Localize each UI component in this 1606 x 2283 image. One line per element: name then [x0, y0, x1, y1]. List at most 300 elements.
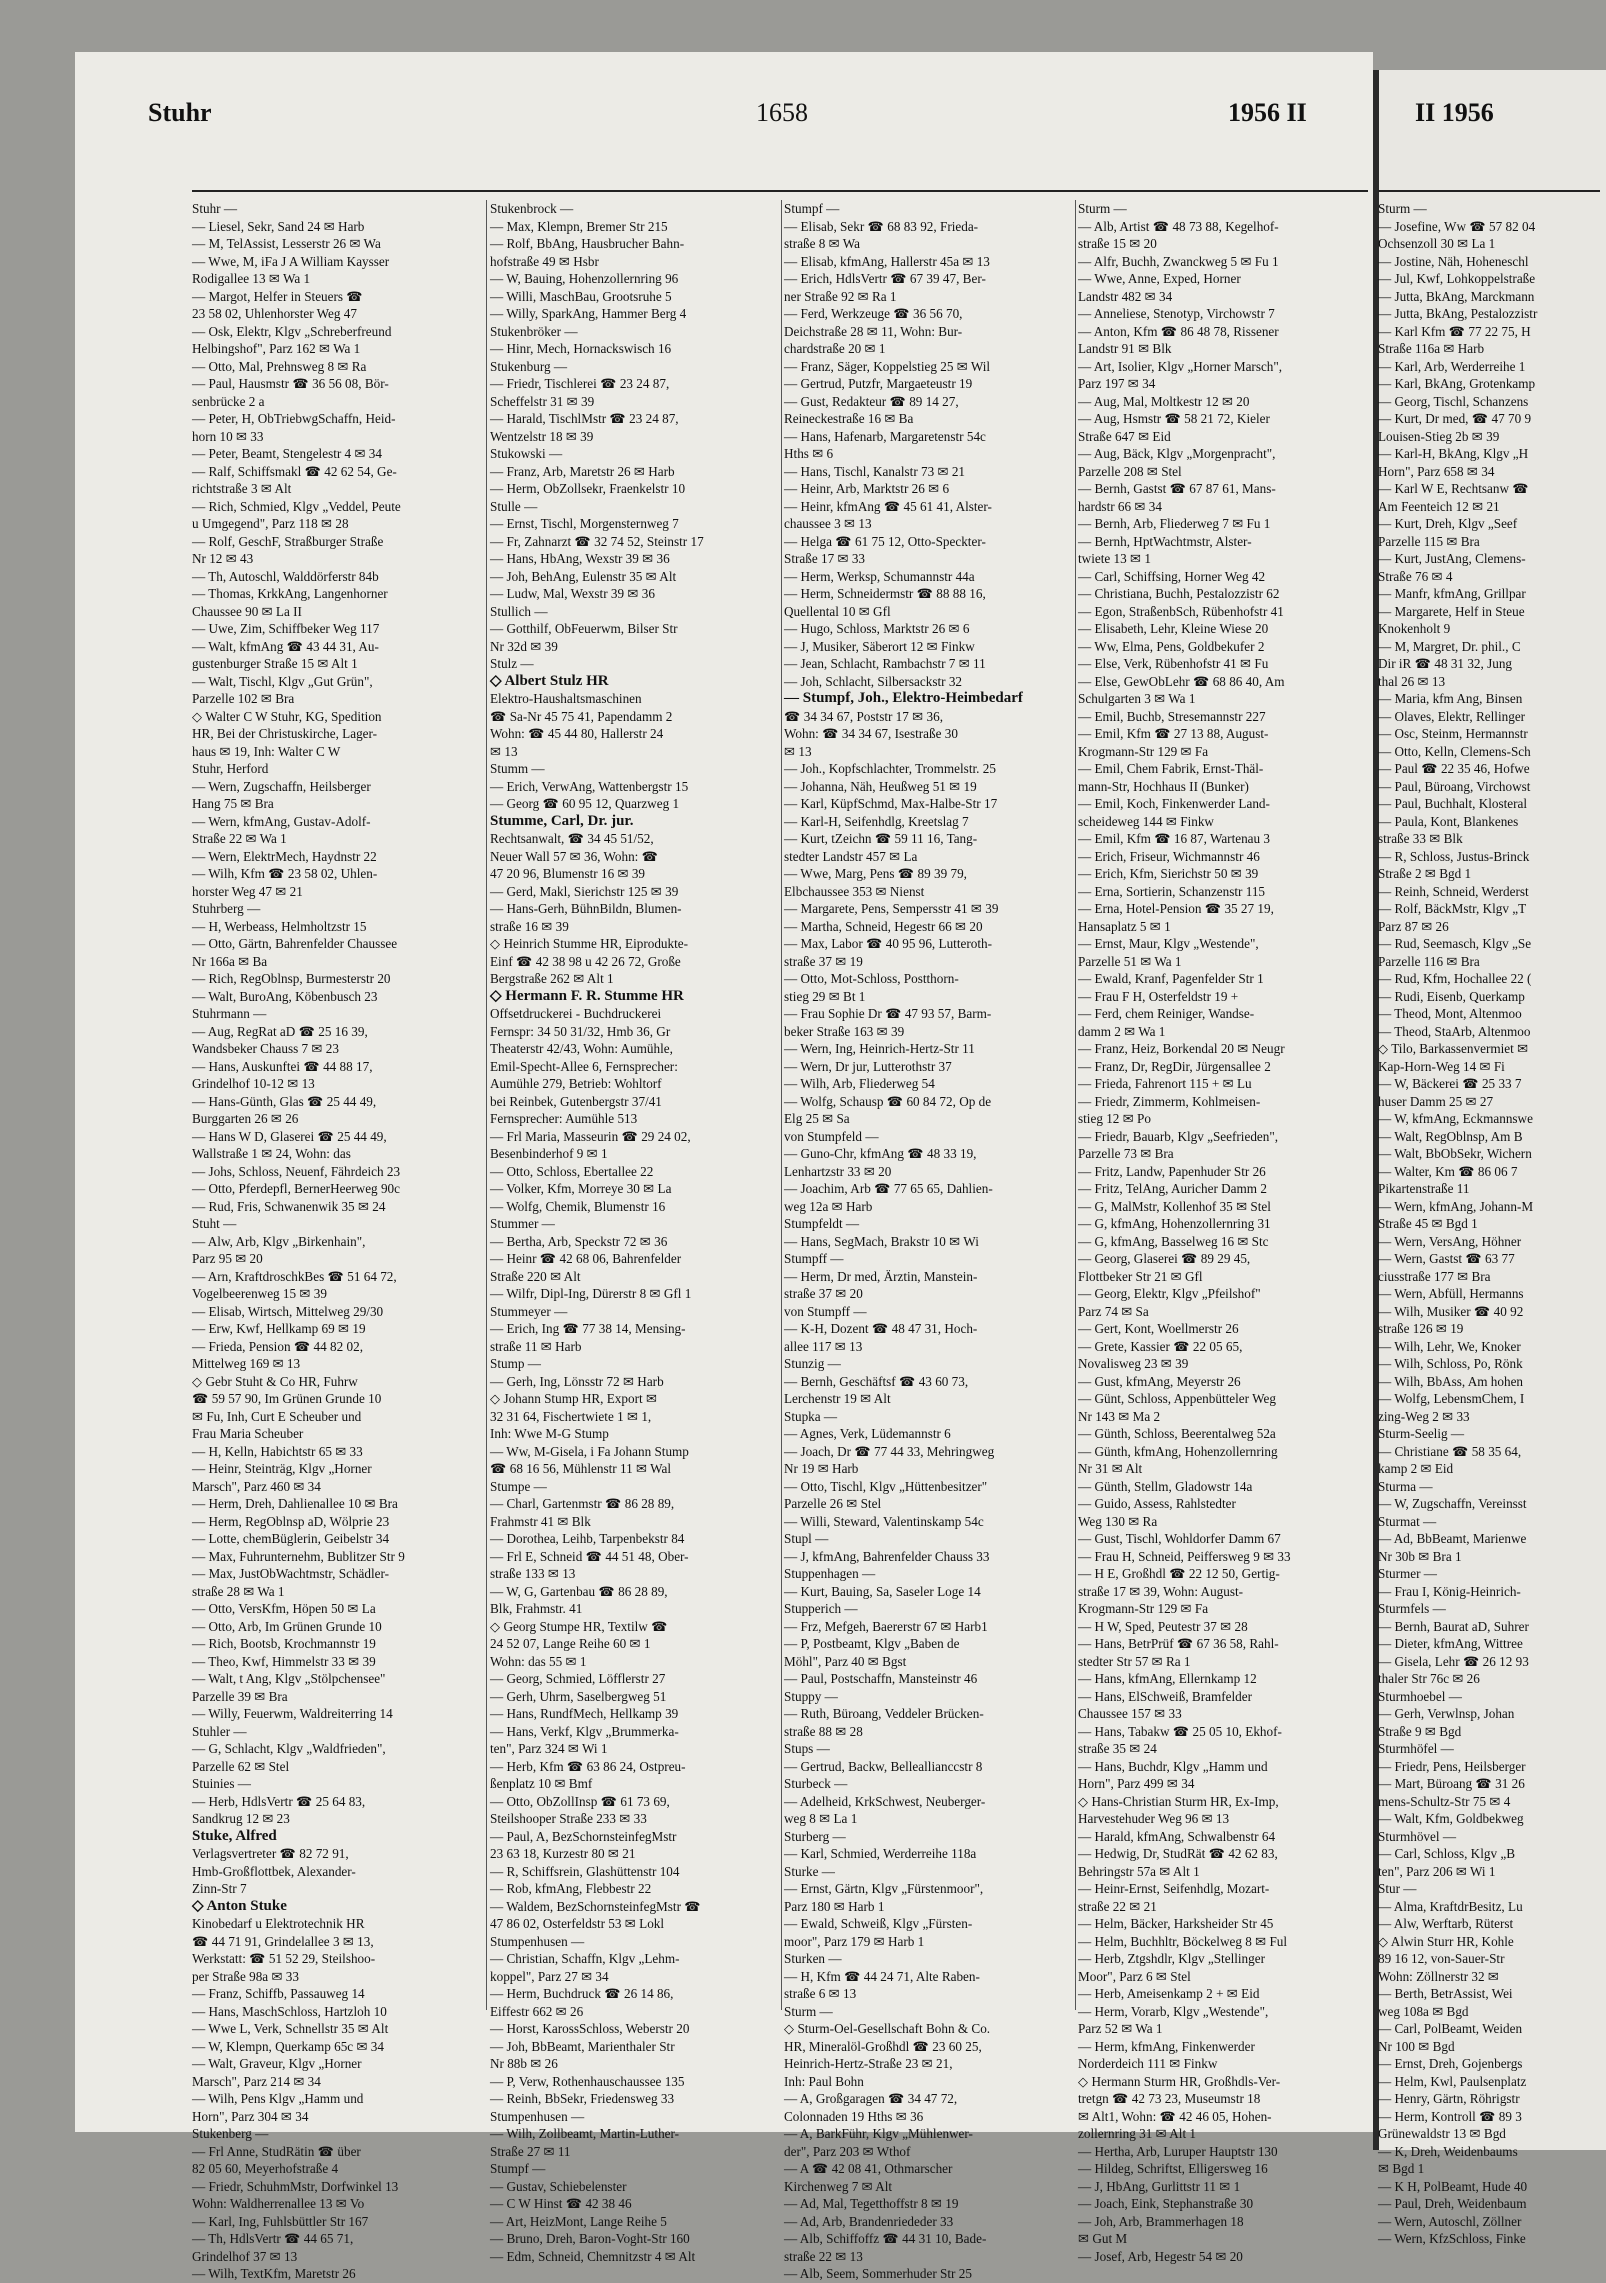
directory-entry-line: Sturmat —: [1378, 1513, 1437, 1529]
directory-entry-line: — Theo, Kwf, Himmelstr 33 ✉ 39: [192, 1653, 376, 1669]
directory-entry-line: Theaterstr 42/43, Wohn: Aumühle,: [490, 1041, 673, 1056]
directory-entry-line: Knokenholt 9: [1378, 621, 1451, 636]
directory-entry-line: Stukenberg —: [192, 2126, 269, 2141]
directory-entry-line: ◇ Anton Stuke: [192, 1897, 287, 1914]
directory-entry-line: ◇ Gebr Stuht & Co HR, Fuhrw: [192, 1373, 358, 1389]
directory-entry-line: — Kurt, Bauing, Sa, Saseler Loge 14: [784, 1583, 981, 1599]
directory-entry-line: Hmb-Großflottbek, Alexander-: [192, 1863, 356, 1879]
directory-entry-line: Stur —: [1378, 1881, 1417, 1896]
directory-entry-line: Straße 17 ✉ 33: [784, 551, 866, 566]
directory-entry-line: weg 8 ✉ La 1: [784, 1811, 858, 1826]
directory-entry-line: — Franz, Schiffb, Passauweg 14: [192, 1986, 365, 2001]
directory-entry-line: — Jutta, BkAng, Marckmann: [1378, 288, 1535, 304]
directory-entry-line: Sturken —: [784, 1951, 842, 1966]
directory-entry-line: — A, Großgaragen ☎ 34 47 72,: [784, 2091, 958, 2106]
directory-entry-line: — Th, HdlsVertr ☎ 44 65 71,: [192, 2231, 354, 2246]
directory-entry-line: Landstr 482 ✉ 34: [1078, 288, 1173, 304]
directory-entry-line: Stuhr, Herford: [192, 761, 269, 776]
directory-entry-line: — A ☎ 42 08 41, Othmarscher: [784, 2161, 953, 2176]
directory-entry-line: — Walt, kfmAng ☎ 43 44 31, Au-: [192, 638, 379, 654]
directory-entry-line: thaler Str 76c ✉ 26: [1378, 1671, 1480, 1686]
directory-entry-line: — Walt, BbObSekr, Wichern: [1378, 1146, 1532, 1161]
directory-entry-line: — Gerh, Ing, Lönsstr 72 ✉ Harb: [490, 1373, 664, 1389]
directory-entry-line: Inh: Paul Bohn: [784, 2073, 864, 2089]
directory-entry-line: zing-Weg 2 ✉ 33: [1378, 1408, 1470, 1424]
directory-entry-line: — Paul, Dreh, Weidenbaum: [1378, 2196, 1527, 2211]
directory-entry-line: Straße 116a ✉ Harb: [1378, 341, 1485, 356]
directory-entry-line: — Friedr, Pens, Heilsberger: [1378, 1758, 1526, 1774]
directory-entry-line: — Ernst, Gärtn, Klgv „Fürstenmoor",: [784, 1881, 984, 1896]
directory-entry-line: Stuinies —: [192, 1776, 251, 1791]
directory-entry-line: — Olaves, Elektr, Rellinger: [1378, 708, 1526, 724]
directory-entry-line: — Wwe, Anne, Exped, Horner: [1078, 271, 1241, 286]
directory-entry-line: — Jutta, BkAng, Pestalozzistr: [1378, 306, 1538, 321]
directory-entry-line: Nr 143 ✉ Ma 2: [1078, 1408, 1161, 1424]
directory-entry-line: Moor", Parz 6 ✉ Stel: [1078, 1968, 1191, 1984]
directory-entry-line: — H, Kelln, Habichtstr 65 ✉ 33: [192, 1443, 363, 1459]
directory-entry-line: — H W, Sped, Peutestr 37 ✉ 28: [1078, 1618, 1248, 1634]
directory-entry-line: mann-Str, Hochhaus II (Bunker): [1078, 778, 1249, 794]
directory-entry-line: — Christiana, Buchh, Pestalozzistr 62: [1078, 586, 1280, 601]
directory-entry-line: — Wolfg, Schausp ☎ 60 84 72, Op de: [784, 1093, 992, 1109]
directory-entry-line: — Frieda, Pension ☎ 44 82 02,: [192, 1338, 364, 1354]
directory-entry-line: Straße 2 ✉ Bgd 1: [1378, 866, 1472, 881]
directory-entry-line: — Ruth, Büroang, Veddeler Brücken-: [784, 1706, 984, 1721]
directory-entry-line: Stumme, Carl, Dr. jur.: [490, 812, 634, 829]
directory-entry-line: Helbingshof", Parz 162 ✉ Wa 1: [192, 341, 361, 356]
directory-entry-line: — Heinr, Arb, Marktstr 26 ✉ 6: [784, 481, 950, 496]
directory-entry-line: Lenhartzstr 33 ✉ 20: [784, 1163, 892, 1179]
directory-entry-line: — W, Bauing, Hohenzollernring 96: [490, 271, 679, 286]
directory-entry-line: — Otto, Tischl, Klgv „Hüttenbesitzer": [784, 1478, 988, 1494]
directory-entry-line: — Wilh, Zollbeamt, Martin-Luther-: [490, 2126, 680, 2141]
directory-entry-line: Scheffelstr 31 ✉ 39: [490, 393, 595, 409]
directory-entry-line: Norderdeich 111 ✉ Finkw: [1078, 2056, 1218, 2071]
directory-entry-line: Straße 45 ✉ Bgd 1: [1378, 1216, 1478, 1231]
directory-entry-line: weg 108a ✉ Bgd: [1378, 2003, 1469, 2019]
directory-entry-line: Stump —: [490, 1356, 541, 1371]
directory-entry-line: — Otto, VersKfm, Höpen 50 ✉ La: [192, 1601, 376, 1616]
directory-entry-line: — Ad, BbBeamt, Marienwe: [1378, 1531, 1527, 1546]
directory-entry-line: — Willi, MaschBau, Grootsruhe 5: [490, 288, 672, 304]
directory-entry-line: — Erich, Kfm, Sierichstr 50 ✉ 39: [1078, 866, 1259, 881]
directory-entry-line: — Max, Klempn, Bremer Str 215: [490, 218, 668, 234]
directory-entry-line: Horn", Parz 304 ✉ 34: [192, 2108, 309, 2124]
directory-entry-line: — Hugo, Schloss, Marktstr 26 ✉ 6: [784, 621, 970, 636]
directory-entry-line: — Rob, kfmAng, Flebbestr 22: [490, 1881, 652, 1896]
directory-entry-line: Stuhrmann —: [192, 1006, 267, 1021]
directory-entry-line: — Adelheid, KrkSchwest, Neuberger-: [784, 1793, 986, 1809]
directory-entry-line: — W, Bäckerei ☎ 25 33 7: [1378, 1076, 1522, 1091]
directory-entry-line: ciusstraße 177 ✉ Bra: [1378, 1268, 1491, 1284]
directory-entry-line: Sturm-Seelig —: [1378, 1426, 1465, 1441]
directory-entry-line: — Ernst, Maur, Klgv „Westende",: [1078, 936, 1259, 951]
directory-entry-line: Wandsbeker Chauss 7 ✉ 23: [192, 1041, 339, 1056]
directory-entry-line: — Rich, Bootsb, Krochmannstr 19: [192, 1636, 376, 1651]
directory-entry-line: — Arn, KraftdroschkBes ☎ 51 64 72,: [192, 1268, 397, 1284]
directory-entry-line: — Gert, Kont, Woellmerstr 26: [1078, 1321, 1239, 1336]
directory-entry-line: 47 20 96, Blumenstr 16 ✉ 39: [490, 866, 646, 881]
directory-entry-line: — Theod, Mont, Altenmoo: [1378, 1006, 1522, 1021]
directory-entry-line: stieg 12 ✉ Po: [1078, 1111, 1151, 1126]
directory-entry-line: — Willy, Feuerwm, Waldreiterring 14: [192, 1706, 393, 1721]
directory-entry-line: Parzelle 51 ✉ Wa 1: [1078, 953, 1182, 969]
directory-entry-line: ◇ Hermann F. R. Stumme HR: [490, 987, 684, 1004]
directory-entry-line: — Wolfg, Chemik, Blumenstr 16: [490, 1198, 666, 1214]
directory-entry-line: Marsch", Parz 214 ✉ 34: [192, 2073, 321, 2089]
directory-entry-line: mens-Schultz-Str 75 ✉ 4: [1378, 1793, 1511, 1809]
directory-entry-line: Sturmfels —: [1378, 1601, 1446, 1616]
directory-entry-line: gustenburger Straße 15 ✉ Alt 1: [192, 656, 358, 671]
directory-entry-line: — Friedr, SchuhmMstr, Dorfwinkel 13: [192, 2178, 399, 2194]
directory-entry-line: — Karl, Arb, Werderreihe 1: [1378, 358, 1526, 374]
directory-entry-line: — W, Klempn, Querkamp 65c ✉ 34: [192, 2038, 384, 2054]
directory-entry-line: — Art, HeizMont, Lange Reihe 5: [490, 2213, 667, 2229]
directory-entry-line: straße 37 ✉ 20: [784, 1286, 863, 1301]
directory-entry-line: — Wwe, Marg, Pens ☎ 89 39 79,: [784, 866, 967, 881]
directory-entry-line: — H, Werbeass, Helmholtzstr 15: [192, 918, 367, 934]
directory-entry-line: bei Reinbek, Gutenbergstr 37/41: [490, 1093, 662, 1109]
directory-entry-line: — Wern, KfzSchloss, Finke: [1378, 2231, 1526, 2246]
directory-entry-line: Bergstraße 262 ✉ Alt 1: [490, 971, 614, 986]
directory-entry-line: Chaussee 157 ✉ 33: [1078, 1706, 1182, 1721]
directory-entry-line: Horn", Parz 499 ✉ 34: [1078, 1776, 1195, 1791]
directory-entry-line: — Alb, Schiffoffz ☎ 44 31 10, Bade-: [784, 2231, 987, 2246]
directory-entry-line: Kinobedarf u Elektrotechnik HR: [192, 1916, 365, 1931]
directory-entry-line: Verlagsvertreter ☎ 82 72 91,: [192, 1846, 349, 1861]
directory-entry-line: — Jostine, Näh, Hoheneschl: [1378, 253, 1529, 269]
directory-entry-line: tretgn ☎ 42 73 23, Museumstr 18: [1078, 2091, 1261, 2106]
directory-entry-line: — Helm, Bäcker, Harksheider Str 45: [1078, 1916, 1274, 1931]
directory-entry-line: — Wwe L, Verk, Schnellstr 35 ✉ Alt: [192, 2021, 389, 2036]
directory-entry-line: — Herm, Dr med, Ärztin, Manstein-: [784, 1268, 978, 1284]
directory-entry-line: — Friedr, Zimmerm, Kohlmeisen-: [1078, 1093, 1261, 1109]
directory-entry-line: — Karl Kfm ☎ 77 22 75, H: [1378, 323, 1531, 339]
next-page-header-rule: [1378, 190, 1600, 192]
directory-entry-line: — Frieda, Fahrenort 115 + ✉ Lu: [1078, 1076, 1252, 1091]
directory-entry-line: — Franz, Heiz, Borkendal 20 ✉ Neugr: [1078, 1041, 1285, 1056]
directory-entry-line: — Agnes, Verk, Lüdemannstr 6: [784, 1426, 951, 1441]
directory-entry-line: — Harald, TischlMstr ☎ 23 24 87,: [490, 411, 679, 426]
directory-entry-line: — Walt, Tischl, Klgv „Gut Grün",: [192, 673, 373, 689]
directory-entry-line: — Alma, KraftdrBesitz, Lu: [1378, 1898, 1523, 1914]
directory-entry-line: — Wilh, Schloss, Po, Rönk: [1378, 1356, 1523, 1371]
directory-entry-line: — Herm, Schneidermstr ☎ 88 88 16,: [784, 586, 986, 601]
directory-entry-line: Möhl", Parz 40 ✉ Bgst: [784, 1653, 907, 1669]
directory-entry-line: Nr 100 ✉ Bgd: [1378, 2038, 1455, 2054]
directory-entry-line: — K, Dreh, Weidenbaums: [1378, 2143, 1518, 2159]
directory-entry-line: — C W Hinst ☎ 42 38 46: [490, 2196, 632, 2211]
directory-entry-line: — Hans-Gerh, BühnBildn, Blumen-: [490, 901, 682, 916]
directory-entry-line: Stumpenhusen —: [490, 1933, 585, 1949]
directory-entry-line: — Gotthilf, ObFeuerwm, Bilser Str: [490, 621, 678, 636]
directory-column-4: [1078, 200, 1368, 2264]
directory-entry-line: — Wern, Zugschaffn, Heilsberger: [192, 778, 371, 794]
directory-entry-line: — Frau I, König-Heinrich-: [1378, 1583, 1521, 1599]
directory-entry-line: ner Straße 92 ✉ Ra 1: [784, 288, 897, 304]
directory-entry-line: — Karl-H, BkAng, Klgv „H: [1378, 446, 1529, 461]
directory-entry-line: Horn", Parz 658 ✉ 34: [1378, 463, 1495, 479]
directory-entry-line: — Otto, Arb, Im Grünen Grunde 10: [192, 1618, 382, 1634]
directory-entry-line: — K H, PolBeamt, Hude 40: [1378, 2178, 1528, 2194]
directory-entry-line: — Aug, Hsmstr ☎ 58 21 72, Kieler: [1078, 411, 1270, 426]
directory-entry-line: — Heinr-Ernst, Seifenhdlg, Mozart-: [1078, 1881, 1270, 1896]
directory-entry-line: Krogmann-Str 129 ✉ Fa: [1078, 743, 1209, 759]
directory-entry-line: Nr 31 ✉ Alt: [1078, 1461, 1143, 1476]
directory-entry-line: Nr 19 ✉ Harb: [784, 1461, 859, 1476]
directory-entry-line: — Ad, Mal, Tegetthoffstr 8 ✉ 19: [784, 2196, 959, 2211]
directory-entry-line: Einf ☎ 42 38 98 u 42 26 72, Große: [490, 953, 681, 969]
directory-entry-line: — Waldem, BezSchornsteinfegMstr ☎: [490, 1898, 701, 1914]
directory-entry-line: Parz 197 ✉ 34: [1078, 376, 1156, 391]
directory-entry-line: Inh: Wwe M-G Stump: [490, 1426, 609, 1441]
directory-entry-line: — Liesel, Sekr, Sand 24 ✉ Harb: [192, 218, 365, 234]
directory-entry-line: — Georg ☎ 60 95 12, Quarzweg 1: [490, 796, 680, 811]
directory-entry-line: ◇ Hans-Christian Sturm HR, Ex-Imp,: [1078, 1793, 1279, 1809]
directory-entry-line: — Rudi, Eisenb, Querkamp: [1378, 988, 1525, 1004]
directory-entry-line: — Charl, Gartenmstr ☎ 86 28 89,: [490, 1496, 675, 1511]
directory-entry-line: — Georg, Tischl, Schanzens: [1378, 393, 1529, 409]
directory-entry-line: — Wwe, M, iFa J A William Kaysser: [192, 253, 390, 269]
directory-entry-line: Stups —: [784, 1741, 830, 1756]
directory-entry-line: — Hans, Tischl, Kanalstr 73 ✉ 21: [784, 463, 966, 479]
directory-entry-line: — Otto, Mot-Schloss, Postthorn-: [784, 971, 959, 986]
directory-entry-line: — Ernst, Dreh, Gojenbergs: [1378, 2056, 1523, 2071]
directory-entry-line: — Wern, VersAng, Höhner: [1378, 1233, 1522, 1249]
directory-entry-line: Grindelhof 10-12 ✉ 13: [192, 1076, 315, 1091]
directory-entry-line: Sturmhövel —: [1378, 1828, 1457, 1844]
directory-entry-line: Stuht —: [192, 1216, 237, 1231]
directory-entry-line: Steilshooper Straße 233 ✉ 33: [490, 1811, 647, 1826]
directory-entry-line: — P, Verw, Rothenhauschaussee 135: [490, 2073, 685, 2089]
directory-entry-line: — Wilh, Musiker ☎ 40 92: [1378, 1303, 1524, 1319]
directory-entry-line: — Karl-H, Seifenhdlg, Kreetslag 7: [784, 813, 969, 829]
directory-entry-line: von Stumpfeld —: [784, 1128, 879, 1144]
directory-entry-line: — Th, Autoschl, Walddörferstr 84b: [192, 568, 379, 584]
directory-entry-line: — Rud, Seemasch, Klgv „Se: [1378, 936, 1532, 951]
directory-entry-line: — Wern, Autoschl, Zöllner: [1378, 2213, 1522, 2229]
directory-entry-line: — Otto, Schloss, Ebertallee 22: [490, 1163, 654, 1179]
directory-entry-line: Parz 95 ✉ 20: [192, 1251, 263, 1266]
directory-entry-line: Frahmstr 41 ✉ Blk: [490, 1513, 591, 1529]
directory-entry-line: — Karl, Schmied, Werderreihe 118a: [784, 1846, 977, 1861]
directory-entry-line: — Frz, Mefgeh, Baererstr 67 ✉ Harb1: [784, 1618, 988, 1634]
directory-entry-line: — Kurt, JustAng, Clemens-: [1378, 551, 1526, 566]
directory-entry-line: — Herm, Dreh, Dahlienallee 10 ✉ Bra: [192, 1496, 398, 1511]
directory-entry-line: Landstr 91 ✉ Blk: [1078, 341, 1172, 356]
directory-entry-line: — Frl Maria, Masseurin ☎ 29 24 02,: [490, 1128, 691, 1144]
directory-entry-line: — Carl, PolBeamt, Weiden: [1378, 2021, 1523, 2036]
directory-entry-line: Grünewaldstr 13 ✉ Bgd: [1378, 2126, 1506, 2141]
directory-entry-line: — Kurt, Dreh, Klgv „Seef: [1378, 516, 1518, 531]
directory-entry-line: Nr 32d ✉ 39: [490, 638, 558, 654]
header-rule: [192, 190, 1368, 192]
directory-entry-line: — Hans, SegMach, Brakstr 10 ✉ Wi: [784, 1233, 979, 1249]
directory-entry-line: — Elisabeth, Lehr, Kleine Wiese 20: [1078, 621, 1269, 636]
directory-entry-line: straße 11 ✉ Harb: [490, 1338, 582, 1354]
directory-entry-line: — W, G, Gartenbau ☎ 86 28 89,: [490, 1583, 668, 1599]
directory-entry-line: — Walt, Kfm, Goldbekweg: [1378, 1811, 1524, 1826]
directory-entry-line: — Hans, Buchdr, Klgv „Hamm und: [1078, 1758, 1268, 1774]
directory-entry-line: Flottbeker Str 21 ✉ Gfl: [1078, 1268, 1203, 1284]
directory-entry-line: horn 10 ✉ 33: [192, 428, 264, 444]
directory-entry-line: — J, kfmAng, Bahrenfelder Chauss 33: [784, 1548, 990, 1564]
directory-entry-line: Stullich —: [490, 603, 548, 619]
directory-entry-line: — Guno-Chr, kfmAng ☎ 48 33 19,: [784, 1146, 977, 1161]
directory-entry-line: huser Damm 25 ✉ 27: [1378, 1093, 1494, 1109]
directory-entry-line: ◇ Heinrich Stumme HR, Eiprodukte-: [490, 936, 689, 951]
directory-entry-line: — Herb, Kfm ☎ 63 86 24, Ostpreu-: [490, 1758, 686, 1774]
directory-entry-line: — Otto, Kelln, Clemens-Sch: [1378, 743, 1531, 759]
directory-entry-line: — Jean, Schlacht, Rambachstr 7 ✉ 11: [784, 656, 986, 671]
directory-entry-line: — Otto, ObZollInsp ☎ 61 73 69,: [490, 1793, 670, 1809]
directory-entry-line: — Wilh, TextKfm, Maretstr 26: [192, 2266, 356, 2281]
directory-entry-line: der", Parz 203 ✉ Wthof: [784, 2143, 911, 2159]
directory-entry-line: Mittelweg 169 ✉ 13: [192, 1356, 301, 1371]
directory-entry-line: — Jul, Kwf, Lohkoppelstraße: [1378, 271, 1536, 286]
directory-entry-line: — Dieter, kfmAng, Wittree: [1378, 1636, 1523, 1651]
directory-entry-line: straße 22 ✉ 21: [1078, 1898, 1157, 1914]
directory-entry-line: 47 86 02, Osterfeldstr 53 ✉ Lokl: [490, 1916, 665, 1931]
directory-entry-line: — Margarete, Pens, Sempersstr 41 ✉ 39: [784, 901, 999, 916]
directory-entry-line: straße 126 ✉ 19: [1378, 1321, 1464, 1336]
directory-entry-line: Parzelle 115 ✉ Bra: [1378, 533, 1480, 549]
directory-entry-line: Straße 22 ✉ Wa 1: [192, 831, 287, 846]
directory-entry-line: — Wilh, BbAss, Am hohen: [1378, 1373, 1524, 1389]
next-page-column: [1378, 200, 1600, 2246]
directory-entry-line: — Gerd, Makl, Sierichstr 125 ✉ 39: [490, 883, 679, 899]
directory-entry-line: — H, Kfm ☎ 44 24 71, Alte Raben-: [784, 1968, 980, 1984]
directory-entry-line: Stumpff —: [784, 1251, 844, 1266]
directory-entry-line: Dir iR ☎ 48 31 32, Jung: [1378, 656, 1513, 671]
directory-entry-line: Stukenbröker —: [490, 323, 578, 339]
directory-entry-line: — Hans, Hafenarb, Margaretenstr 54c: [784, 428, 986, 444]
directory-entry-line: 89 16 12, von-Sauer-Str: [1378, 1951, 1505, 1966]
directory-entry-line: — Carl, Schiffsing, Horner Weg 42: [1078, 568, 1266, 584]
directory-entry-line: Eiffestr 662 ✉ 26: [490, 2003, 584, 2019]
directory-entry-line: Parzelle 208 ✉ Stel: [1078, 463, 1182, 479]
directory-entry-line: — Hans W D, Glaserei ☎ 25 44 49,: [192, 1128, 387, 1144]
directory-entry-line: — Alb, Seem, Sommerhuder Str 25: [784, 2266, 972, 2281]
directory-entry-line: beker Straße 163 ✉ 39: [784, 1023, 905, 1039]
page-number: 1658: [756, 98, 808, 127]
directory-entry-line: Zinn-Str 7: [192, 1881, 247, 1896]
directory-entry-line: ◇ Hermann Sturm HR, Großhdls-Ver-: [1078, 2073, 1281, 2089]
directory-entry-line: ☎ 68 16 56, Mühlenstr 11 ✉ Wal: [490, 1461, 671, 1476]
directory-entry-line: — Anneliese, Stenotyp, Virchowstr 7: [1078, 306, 1275, 321]
directory-entry-line: Frau Maria Scheuber: [192, 1426, 304, 1441]
directory-entry-line: — Karl, BkAng, Grotenkamp: [1378, 376, 1536, 391]
directory-entry-line: — Martha, Schneid, Hegestr 66 ✉ 20: [784, 918, 983, 934]
directory-entry-line: — Else, GewObLehr ☎ 68 86 40, Am: [1078, 673, 1285, 689]
directory-entry-line: — Rich, Schmied, Klgv „Veddel, Peute: [192, 498, 401, 514]
directory-entry-line: Emil-Specht-Allee 6, Fernsprecher:: [490, 1058, 678, 1074]
directory-entry-line: Stuhrberg —: [192, 901, 261, 916]
directory-entry-line: — Wern, Dr jur, Lutterothstr 37: [784, 1058, 952, 1074]
directory-entry-line: Stummer —: [490, 1216, 555, 1231]
directory-entry-line: Stummeyer —: [490, 1303, 568, 1319]
directory-entry-line: — Egon, StraßenbSch, Rübenhofstr 41: [1078, 603, 1284, 619]
directory-entry-line: Straße 9 ✉ Bgd: [1378, 1723, 1462, 1739]
directory-entry-line: — W, kfmAng, Eckmannswe: [1378, 1111, 1533, 1126]
running-head-right: 1956 II: [1228, 98, 1307, 127]
directory-entry-line: — Osc, Steinm, Hermannstr: [1378, 726, 1528, 741]
directory-entry-line: — Fritz, Landw, Papenhuder Str 26: [1078, 1163, 1266, 1179]
directory-entry-line: Stukenburg —: [490, 358, 568, 374]
directory-entry-line: — Lotte, chemBüglerin, Geibelstr 34: [192, 1531, 390, 1546]
directory-entry-line: ✉ 13: [784, 743, 812, 759]
directory-entry-line: — Rud, Kfm, Hochallee 22 (: [1378, 971, 1532, 986]
directory-entry-line: — Erw, Kwf, Hellkamp 69 ✉ 19: [192, 1321, 366, 1336]
directory-entry-line: ◇ Walter C W Stuhr, KG, Spedition: [192, 708, 382, 724]
directory-entry-line: — Paul, Büroang, Virchowst: [1378, 778, 1531, 794]
directory-entry-line: — Heinr ☎ 42 68 06, Bahrenfelder: [490, 1251, 682, 1266]
directory-entry-line: Stumpe —: [490, 1478, 547, 1494]
directory-entry-line: — Edm, Schneid, Chemnitzstr 4 ✉ Alt: [490, 2248, 696, 2264]
directory-entry-line: ◇ Georg Stumpe HR, Textilw ☎: [490, 1618, 668, 1634]
directory-entry-line: Sturmer —: [1378, 1566, 1437, 1581]
directory-entry-line: — Paul ☎ 22 35 46, Hofwe: [1378, 761, 1530, 776]
directory-entry-line: — Margarete, Helf in Steue: [1378, 603, 1525, 619]
directory-entry-line: — Christian, Schaffn, Klgv „Lehm-: [490, 1951, 680, 1966]
directory-entry-line: — Alfr, Buchh, Zwanckweg 5 ✉ Fu 1: [1078, 253, 1279, 269]
directory-entry-line: Sturmhoebel —: [1378, 1688, 1462, 1704]
next-page-running-head: II 1956: [1415, 98, 1494, 127]
directory-entry-line: straße 8 ✉ Wa: [784, 236, 861, 251]
directory-entry-line: — Hans-Günth, Glas ☎ 25 44 49,: [192, 1093, 377, 1109]
directory-entry-line: Stuhler —: [192, 1723, 247, 1739]
directory-entry-line: straße 17 ✉ 39, Wohn: August-: [1078, 1583, 1244, 1599]
directory-entry-line: — Hans, Verkf, Klgv „Brummerka-: [490, 1723, 679, 1739]
directory-entry-line: — Rolf, GeschF, Straßburger Straße: [192, 533, 384, 549]
directory-entry-line: — Ferd, Werkzeuge ☎ 36 56 70,: [784, 306, 963, 321]
directory-entry-line: — Grete, Kassier ☎ 22 05 65,: [1078, 1338, 1243, 1354]
directory-entry-line: Louisen-Stieg 2b ✉ 39: [1378, 428, 1500, 444]
directory-entry-line: Sturm —: [1378, 201, 1427, 216]
directory-entry-line: — Ralf, Schiffsmakl ☎ 42 62 54, Ge-: [192, 463, 397, 479]
directory-entry-line: — Erna, Sortierin, Schanzenstr 115: [1078, 883, 1266, 899]
directory-entry-line: 23 58 02, Uhlenhorster Weg 47: [192, 306, 357, 321]
directory-entry-line: — Wern, kfmAng, Johann-M: [1378, 1198, 1534, 1214]
directory-entry-line: — Fr, Zahnarzt ☎ 32 74 52, Steinstr 17: [490, 533, 704, 549]
directory-entry-line: Hansaplatz 5 ✉ 1: [1078, 918, 1171, 934]
directory-entry-line: hardstr 66 ✉ 34: [1078, 498, 1162, 514]
directory-entry-line: — Stumpf, Joh., Elektro-Heimbedarf: [784, 690, 1023, 706]
directory-entry-line: — Günth, Stellm, Gladowstr 14a: [1078, 1478, 1253, 1494]
directory-entry-line: — Theod, StaArb, Altenmoo: [1378, 1023, 1531, 1039]
directory-entry-line: Wentzelstr 18 ✉ 39: [490, 428, 594, 444]
directory-column-3: [784, 200, 1072, 2281]
directory-entry-line: — Erich, Friseur, Wichmannstr 46: [1078, 848, 1260, 864]
directory-entry-line: — A, BarkFühr, Klgv „Mühlenwer-: [784, 2126, 973, 2141]
directory-entry-line: Parzelle 116 ✉ Bra: [1378, 953, 1480, 969]
directory-entry-line: — Gerh, Verwlnsp, Johan: [1378, 1706, 1515, 1721]
directory-entry-line: — Gust, kfmAng, Meyerstr 26: [1078, 1373, 1241, 1389]
column-divider: [1075, 200, 1076, 2010]
directory-entry-line: — M, Margret, Dr. phil., C: [1378, 638, 1521, 654]
directory-entry-line: — Joachim, Arb ☎ 77 65 65, Dahlien-: [784, 1181, 993, 1196]
directory-entry-line: stieg 29 ✉ Bt 1: [784, 988, 866, 1004]
directory-entry-line: — M, TelAssist, Lesserstr 26 ✉ Wa: [192, 236, 381, 251]
directory-entry-line: — Thomas, KrkkAng, Langenhorner: [192, 586, 388, 601]
directory-entry-line: — Alb, Artist ☎ 48 73 88, Kegelhof-: [1078, 218, 1279, 234]
directory-entry-line: Wohn: ☎ 45 44 80, Hallerstr 24: [490, 726, 664, 741]
directory-entry-line: Deichstraße 28 ✉ 11, Wohn: Bur-: [784, 323, 963, 339]
directory-entry-line: Stupl —: [784, 1531, 829, 1546]
directory-entry-line: — Georg, Schmied, Löfflerstr 27: [490, 1671, 666, 1686]
directory-entry-line: ◇ Albert Stulz HR: [490, 672, 609, 689]
running-head-left: Stuhr: [148, 98, 212, 127]
